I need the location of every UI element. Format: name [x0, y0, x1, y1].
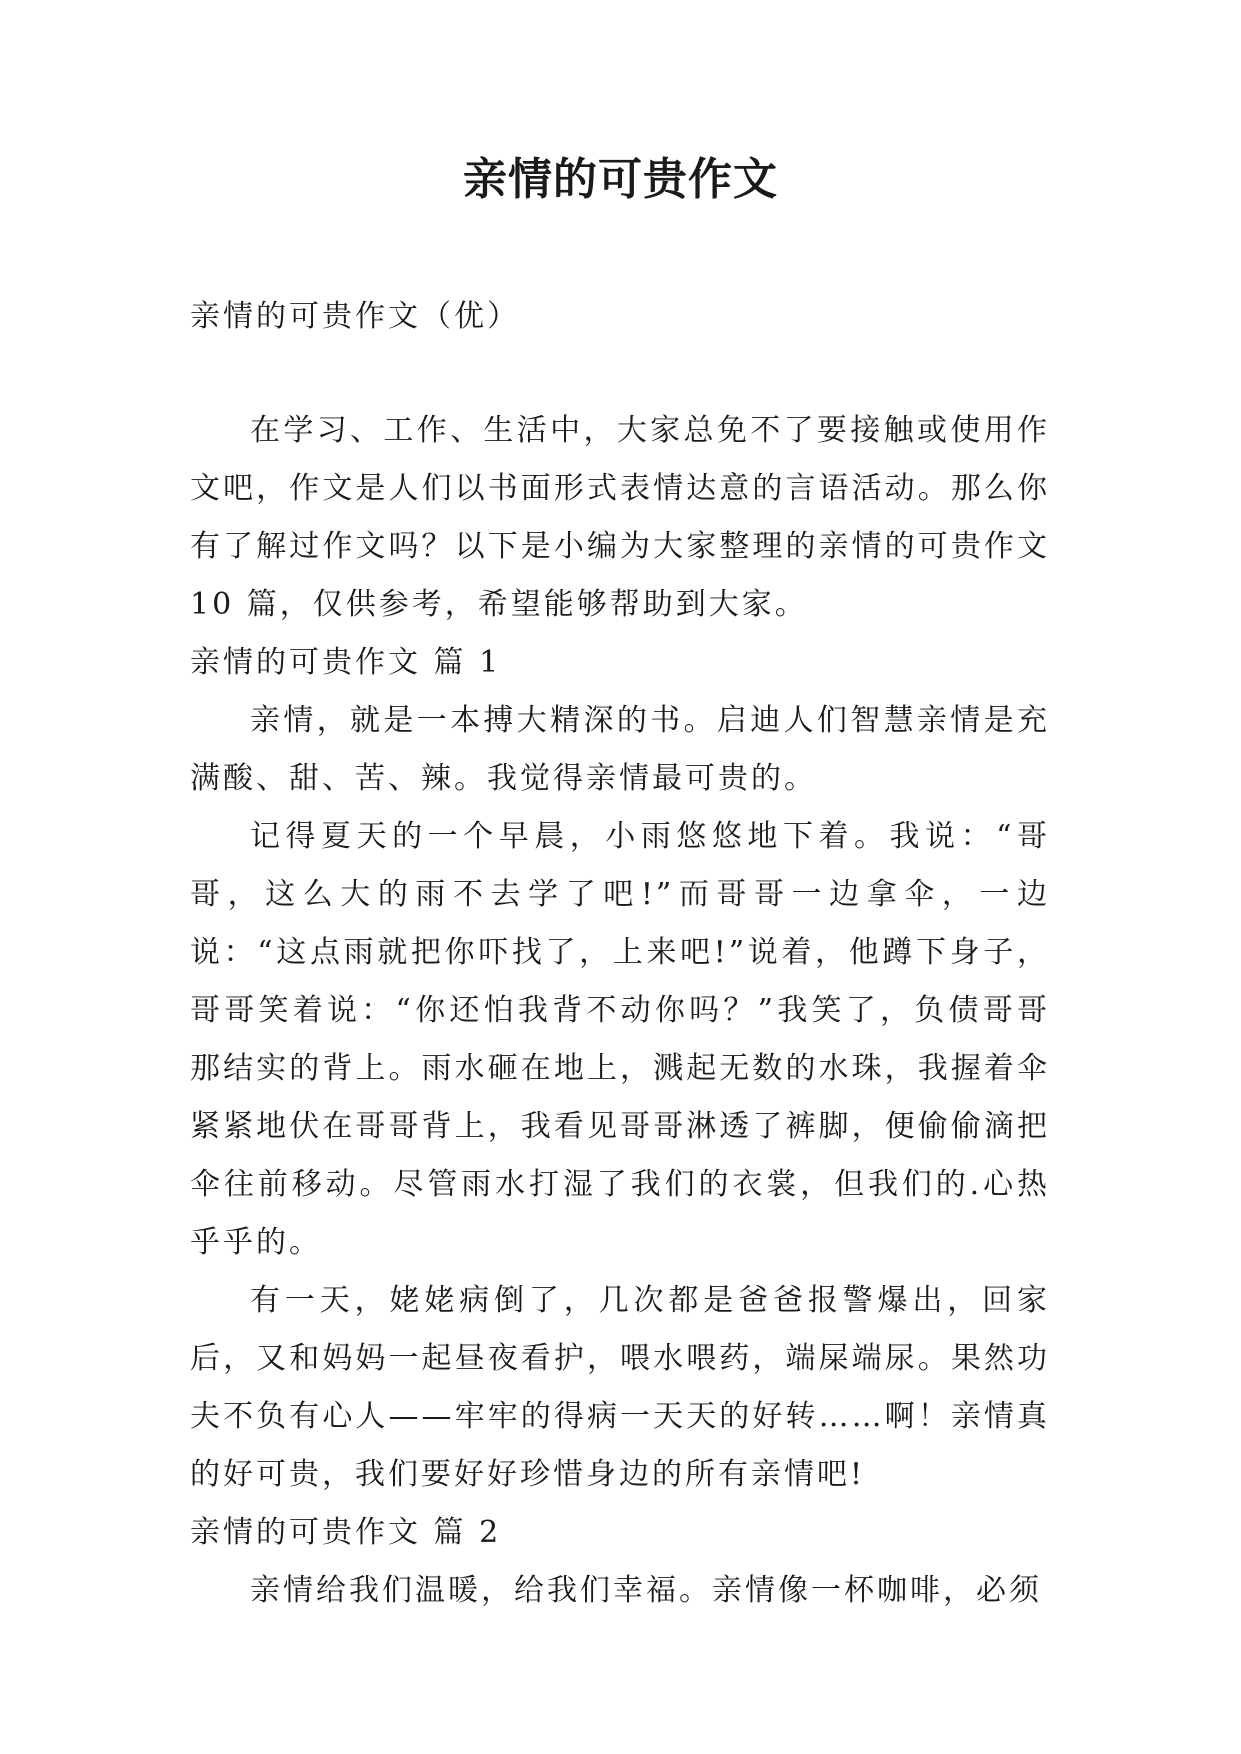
intro-paragraph: 在学习、工作、生活中，大家总免不了要接触或使用作文吧，作文是人们以书面形式表情达意的言语活动。那么你有了解过作文吗？以下是小编为大家整理的亲情的可贵作文 10 篇，仅供参考，希望能够帮助到大家。 — [190, 413, 1050, 622]
document-subtitle: 亲情的可贵作文（优） — [190, 299, 520, 334]
section-1-paragraph-2: 记得夏天的一个早晨，小雨悠悠地下着。我说：“哥哥，这么大的雨不去学了吧!”而哥哥一边拿伞，一边说：“这点雨就把你吓找了，上来吧!”说着，他蹲下身子，哥哥笑着说：“你还怕我背不动你吗？”我笑了，负债哥哥那结实的背上。雨水砸在地上，溅起无数的水珠，我握着伞紧紧地伏在哥哥背上，我看见哥哥淋透了裤脚，便偷偷滴把伞往前移动。尽管雨水打湿了我们的衣裳，但我们的.心热乎乎的。 — [190, 819, 1050, 1260]
section-heading-2: 亲情的可贵作文 篇 2 — [190, 1515, 502, 1550]
section-1-paragraph-1: 亲情，就是一本搏大精深的书。启迪人们智慧亲情是充满酸、甜、苦、辣。我觉得亲情最可贵的。 — [190, 703, 1050, 796]
section-heading-1: 亲情的可贵作文 篇 1 — [190, 645, 502, 680]
section-2-paragraph-1: 亲情给我们温暖，给我们幸福。亲情像一杯咖啡，必须 — [250, 1573, 1042, 1608]
section-1-paragraph-3: 有一天，姥姥病倒了，几次都是爸爸报警爆出，回家后，又和妈妈一起昼夜看护，喂水喂药，端屎端尿。果然功夫不负有心人——牢牢的得病一天天的好转……啊！亲情真的好可贵，我们要好好珍惜身边的所有亲情吧! — [190, 1283, 1050, 1492]
document-title: 亲情的可贵作文 — [463, 154, 778, 205]
document-body — [190, 288, 1050, 1620]
